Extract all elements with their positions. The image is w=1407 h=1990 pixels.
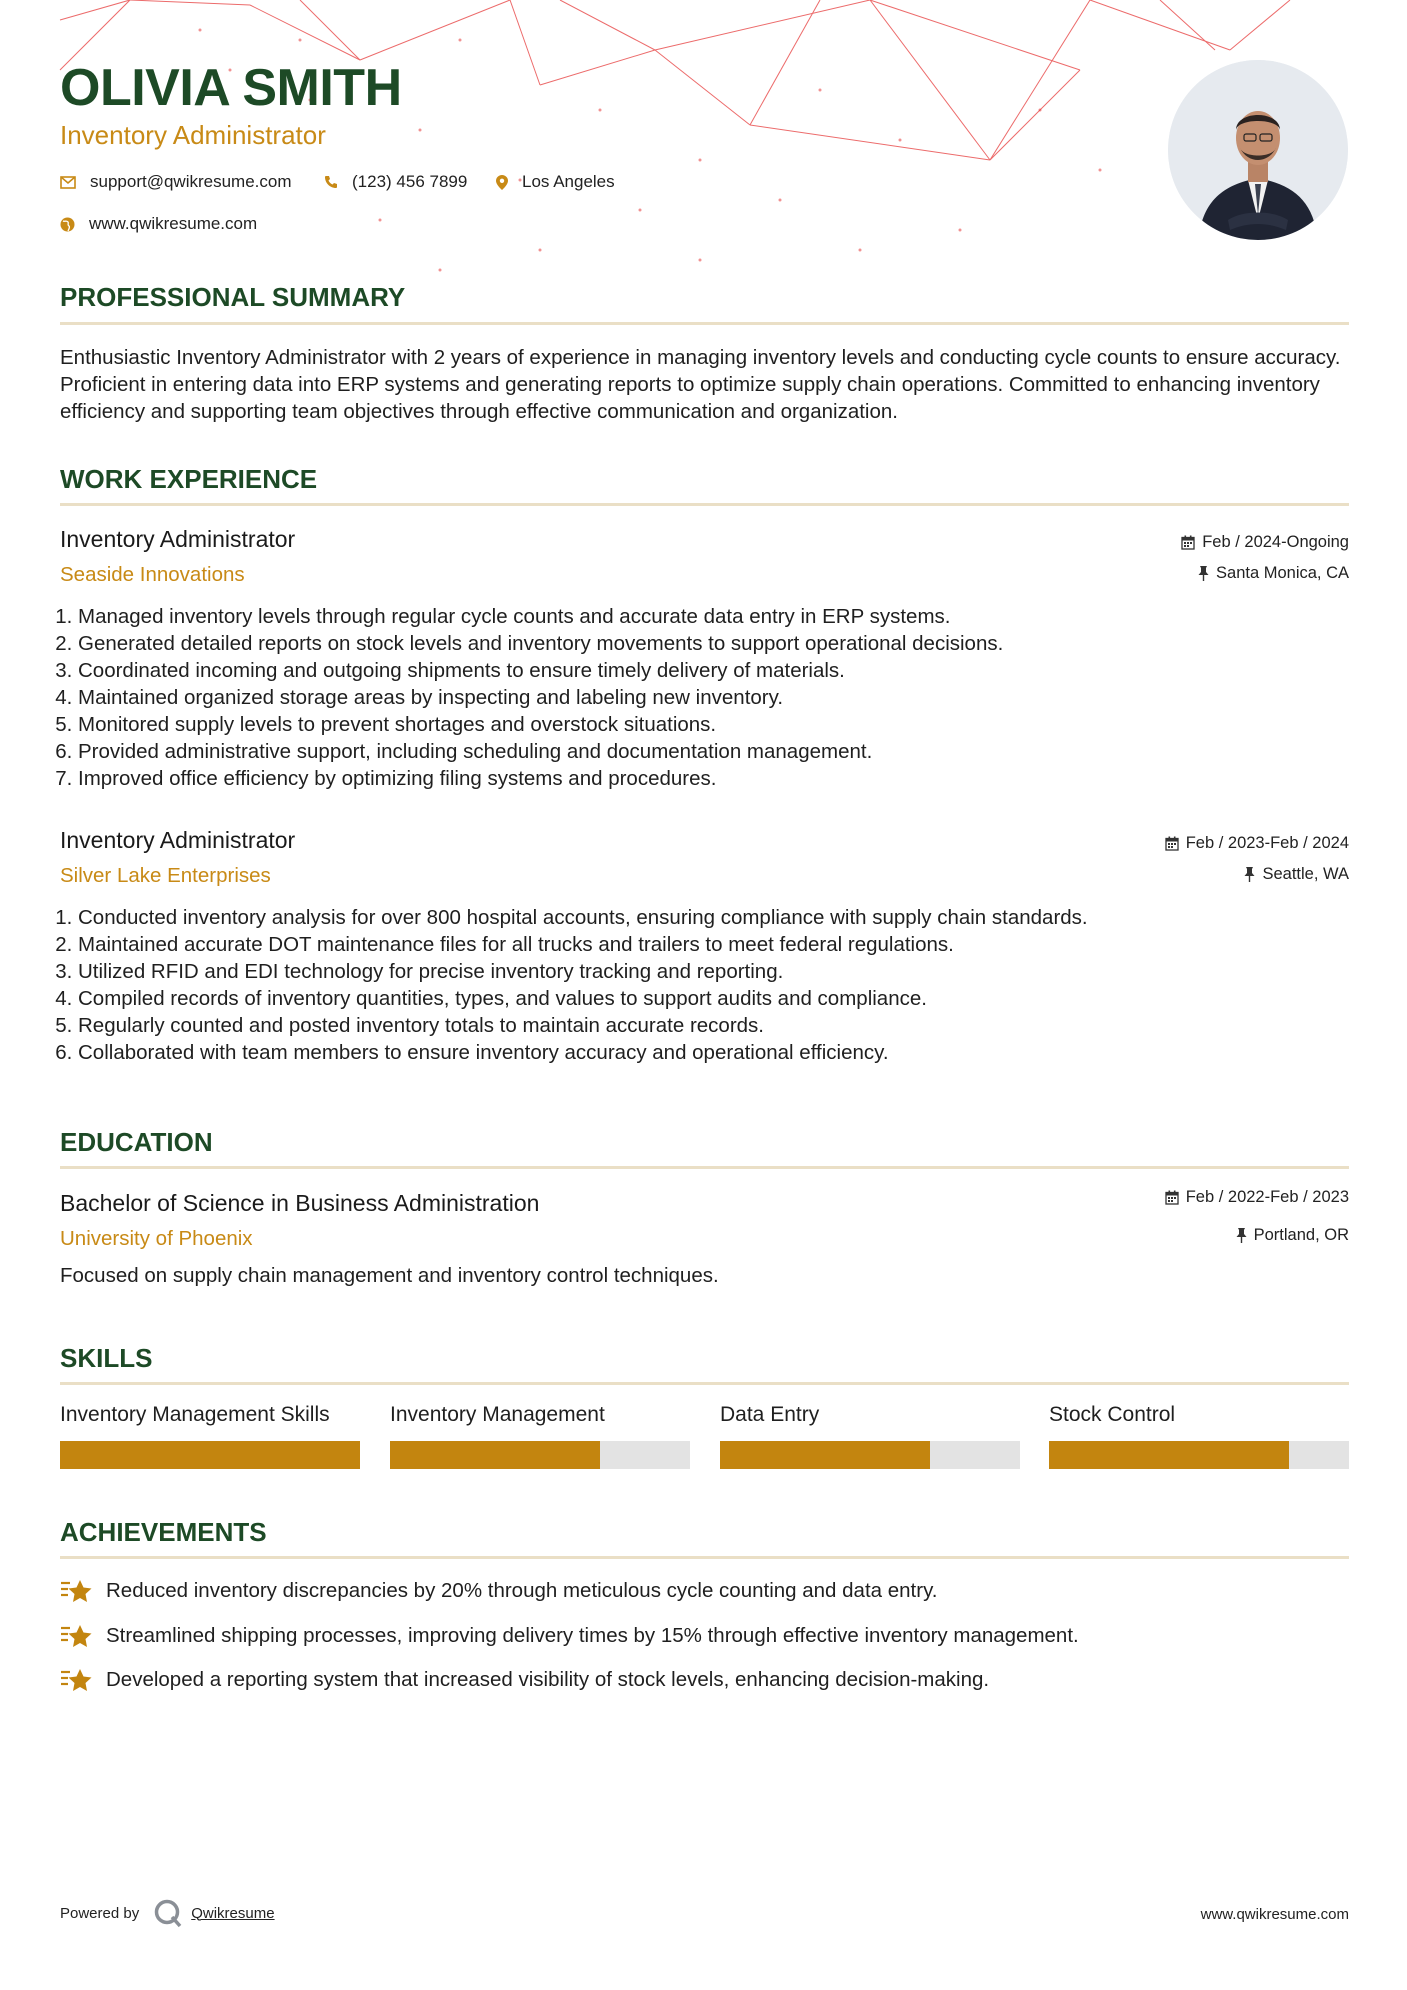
education-degree: Bachelor of Science in Business Administration: [60, 1190, 540, 1216]
skill-bar-fill: [1049, 1441, 1289, 1469]
section-divider: [60, 1166, 1349, 1169]
section-title-education: EDUCATION: [60, 1127, 213, 1157]
job-location: [1244, 865, 1349, 884]
job-location: [1198, 564, 1349, 583]
list-item: 7. Improved office efficiency by optimizing filing systems and procedures.: [78, 765, 1348, 792]
section-divider: [60, 1382, 1349, 1385]
section-divider: [60, 322, 1349, 325]
achievement-item: [60, 1622, 1079, 1650]
list-item: 5. Monitored supply levels to prevent shortages and overstock situations.: [78, 711, 1348, 738]
skill-bar: [720, 1441, 1020, 1469]
education-description: Focused on supply chain management and inventory control techniques.: [60, 1264, 719, 1287]
section-title-skills: SKILLS: [60, 1343, 153, 1373]
profile-photo: [1168, 60, 1348, 240]
contact-phone[interactable]: [324, 172, 467, 192]
skill-bar: [390, 1441, 690, 1469]
skill-bar: [60, 1441, 360, 1469]
job-bullets: [60, 904, 1348, 1066]
skill-item: [1049, 1403, 1349, 1469]
star-icon: [60, 1666, 94, 1694]
job-dates-text: Feb / 2024-Ongoing: [1202, 533, 1349, 551]
skill-bar-fill: [60, 1441, 360, 1469]
list-item: 3. Utilized RFID and EDI technology for precise inventory tracking and reporting.: [78, 958, 1348, 985]
star-icon: [60, 1577, 94, 1605]
footer-powered-by: [60, 1898, 275, 1928]
achievement-item: [60, 1577, 938, 1605]
skill-item: [60, 1403, 360, 1469]
list-item: 4. Maintained organized storage areas by inspecting and labeling new inventory.: [78, 684, 1348, 711]
list-item: 6. Provided administrative support, including scheduling and documentation management.: [78, 738, 1348, 765]
skill-bar-fill: [720, 1441, 930, 1469]
job-company: Silver Lake Enterprises: [60, 864, 271, 887]
job-bullets: [60, 603, 1348, 792]
section-divider: [60, 503, 1349, 506]
email-text: support@qwikresume.com: [90, 172, 292, 191]
section-title-achievements: ACHIEVEMENTS: [60, 1517, 267, 1547]
section-title-experience: WORK EXPERIENCE: [60, 464, 318, 494]
section-divider: [60, 1556, 1349, 1559]
contact-location: [496, 172, 615, 192]
skill-label: Stock Control: [1049, 1403, 1176, 1426]
skill-bar-fill: [390, 1441, 600, 1469]
skill-label: Inventory Management Skills: [60, 1403, 330, 1426]
list-item: 1. Managed inventory levels through regular cycle counts and accurate data entry in ERP systems.: [78, 603, 1348, 630]
list-item: 2. Maintained accurate DOT maintenance files for all trucks and trailers to meet federal regulations.: [78, 931, 1348, 958]
job-dates: [1181, 533, 1349, 552]
globe-icon: [60, 217, 75, 232]
skill-bar: [1049, 1441, 1349, 1469]
qwikresume-logo-icon: [153, 1898, 183, 1928]
phone-icon: [324, 175, 338, 189]
achievement-text: Developed a reporting system that increased visibility of stock levels, enhancing decision-making.: [106, 1668, 990, 1691]
person-portrait-icon: [1168, 60, 1348, 240]
list-item: 1. Conducted inventory analysis for over 800 hospital accounts, ensuring compliance with supply chain standards.: [78, 904, 1348, 931]
job-title: Inventory Administrator: [60, 526, 296, 552]
pushpin-icon: [1236, 1228, 1247, 1243]
footer-website[interactable]: www.qwikresume.com: [1200, 1906, 1349, 1923]
candidate-name: OLIVIA SMITH: [60, 59, 402, 117]
achievement-text: Reduced inventory discrepancies by 20% through meticulous cycle counting and data entry.: [106, 1579, 938, 1602]
summary-text: Enthusiastic Inventory Administrator with 2 years of experience in managing inventory levels and conducting cycle counts to ensure accuracy. Proficient in entering data into ERP systems and generating reports to optimize supply chain operations. Committed to enhancing inventory efficiency and supporting team objectives through effective communication and organization.: [60, 346, 1341, 423]
skill-item: [720, 1403, 1020, 1469]
pushpin-icon: [1244, 867, 1255, 882]
list-item: 2. Generated detailed reports on stock levels and inventory movements to support operational decisions.: [78, 630, 1348, 657]
job-dates: [1165, 834, 1349, 853]
candidate-role: Inventory Administrator: [60, 120, 326, 150]
qwikresume-link[interactable]: Qwikresume: [191, 1904, 275, 1922]
list-item: 3. Coordinated incoming and outgoing shipments to ensure timely delivery of materials.: [78, 657, 1348, 684]
education-dates-text: Feb / 2022-Feb / 2023: [1185, 1188, 1349, 1206]
education-school: University of Phoenix: [60, 1227, 253, 1250]
calendar-icon: [1181, 535, 1195, 550]
job-company: Seaside Innovations: [60, 563, 245, 586]
powered-by-text: Powered by: [60, 1904, 140, 1922]
job-location-text: Seattle, WA: [1262, 865, 1349, 883]
skill-item: [390, 1403, 690, 1469]
list-item: 6. Collaborated with team members to ensure inventory accuracy and operational efficiency.: [78, 1039, 1348, 1066]
list-item: 4. Compiled records of inventory quantities, types, and values to support audits and compliance.: [78, 985, 1348, 1012]
phone-text: (123) 456 7899: [352, 172, 468, 191]
contact-website[interactable]: [60, 214, 257, 234]
location-text: Los Angeles: [522, 172, 615, 191]
achievement-item: [60, 1666, 989, 1694]
website-text: www.qwikresume.com: [89, 214, 258, 233]
list-item: 5. Regularly counted and posted inventory totals to maintain accurate records.: [78, 1012, 1348, 1039]
education-location-text: Portland, OR: [1253, 1226, 1349, 1244]
skill-label: Inventory Management: [390, 1403, 605, 1426]
education-dates: [1165, 1188, 1349, 1207]
job-title: Inventory Administrator: [60, 827, 296, 853]
star-icon: [60, 1622, 94, 1650]
job-dates-text: Feb / 2023-Feb / 2024: [1185, 834, 1349, 852]
section-title-summary: PROFESSIONAL SUMMARY: [60, 282, 406, 312]
calendar-icon: [1165, 1190, 1179, 1205]
contact-email[interactable]: [60, 172, 292, 192]
pushpin-icon: [1198, 566, 1209, 581]
education-location: [1236, 1226, 1349, 1245]
calendar-icon: [1165, 836, 1179, 851]
job-location-text: Santa Monica, CA: [1216, 564, 1349, 582]
envelope-icon: [60, 176, 76, 189]
skill-label: Data Entry: [720, 1403, 820, 1426]
location-pin-icon: [496, 175, 508, 190]
achievement-text: Streamlined shipping processes, improving delivery times by 15% through effective inventory management.: [106, 1624, 1079, 1647]
